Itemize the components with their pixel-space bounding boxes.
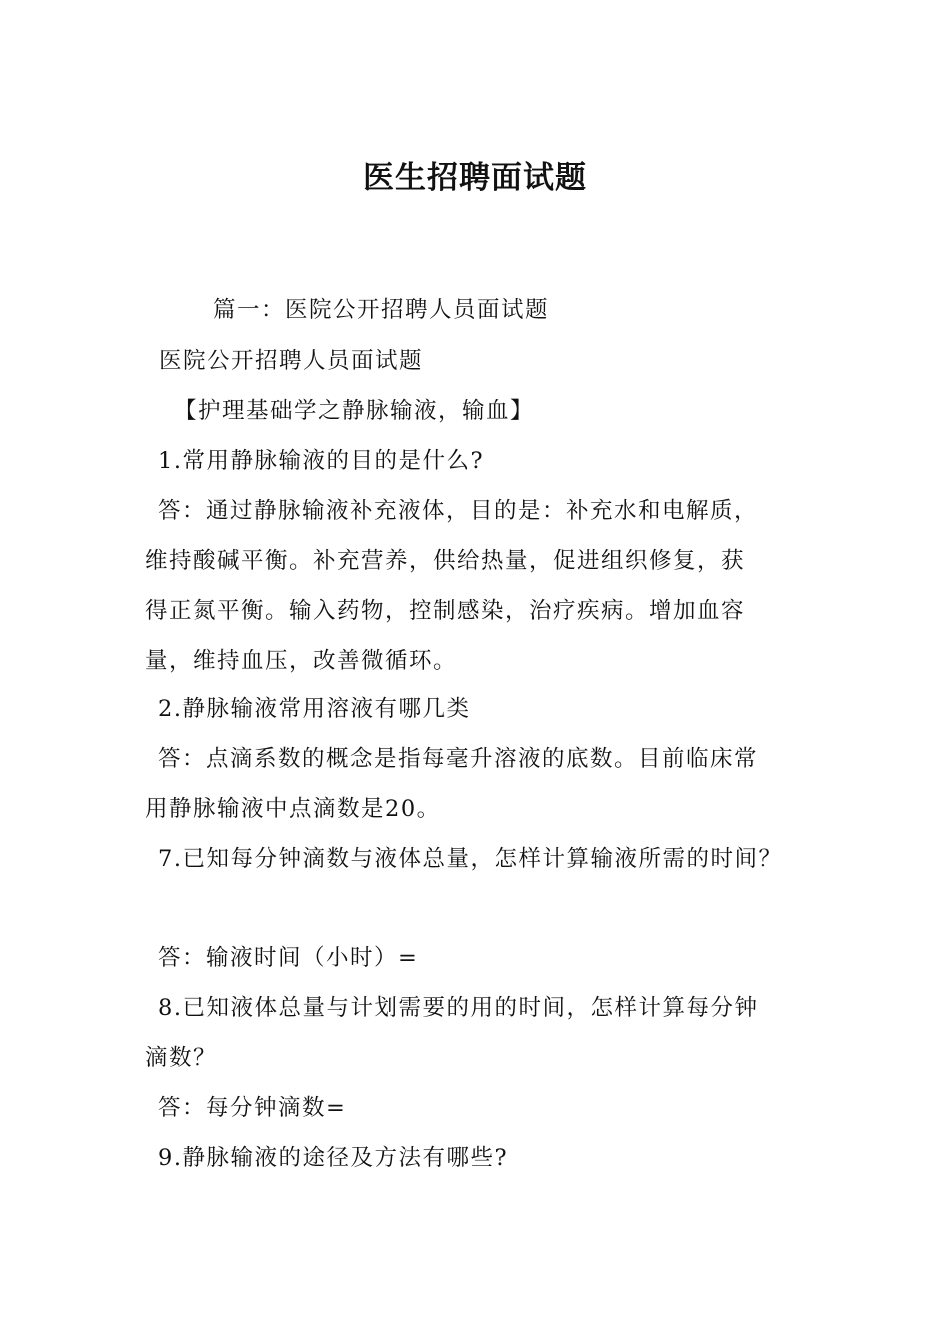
text-line: 维持酸碱平衡。补充营养，供给热量，促进组织修复，获 [145, 548, 746, 574]
text-line: 得正氮平衡。输入药物，控制感染，治疗疾病。增加血容 [145, 598, 746, 624]
text-line: 1.常用静脉输液的目的是什么? [158, 448, 485, 474]
text-line: 医院公开招聘人员面试题 [159, 348, 424, 374]
text-line: 【护理基础学之静脉输液，输血】 [174, 398, 535, 424]
text-line: 7.已知每分钟滴数与液体总量，怎样计算输液所需的时间？ [158, 846, 783, 872]
text-line: 9.静脉输液的途径及方法有哪些? [158, 1145, 509, 1171]
text-line: 篇一：医院公开招聘人员面试题 [213, 297, 550, 323]
text-line: 滴数？ [145, 1045, 218, 1071]
text-line: 2.静脉输液常用溶液有哪几类 [158, 696, 471, 722]
text-line: 答：输液时间（小时）= [158, 945, 419, 971]
text-line: 答：每分钟滴数= [158, 1095, 347, 1121]
document-title: 医生招聘面试题 [363, 160, 587, 196]
text-line: 8.已知液体总量与计划需要的用的时间，怎样计算每分钟 [158, 995, 759, 1021]
text-line: 答：通过静脉输液补充液体，目的是：补充水和电解质， [158, 498, 759, 524]
text-line: 用静脉输液中点滴数是20。 [145, 796, 441, 822]
text-line: 答：点滴系数的概念是指每毫升溶液的底数。目前临床常 [158, 746, 759, 772]
text-line: 量，维持血压，改善微循环。 [145, 648, 458, 674]
